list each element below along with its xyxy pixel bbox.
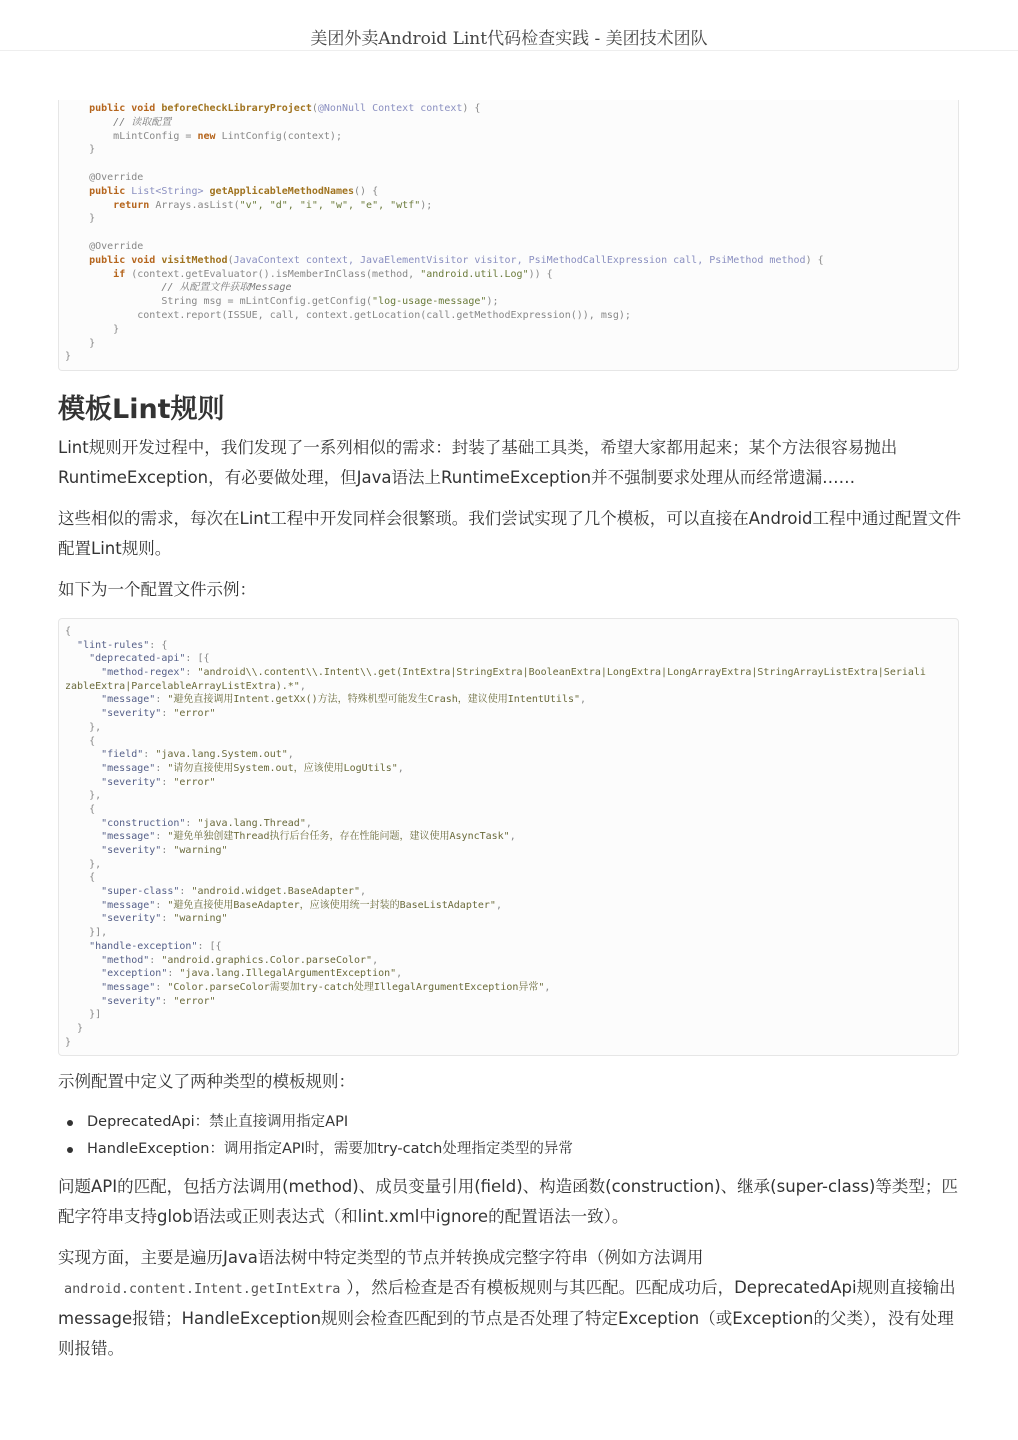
code-token: visitMethod — [161, 254, 228, 266]
code-token: new — [197, 130, 222, 142]
code-token: , — [544, 981, 551, 993]
code-line — [65, 803, 952, 817]
code-line — [65, 789, 952, 803]
code-token: "severity" — [101, 995, 162, 1007]
code-line — [65, 995, 952, 1009]
code-line — [65, 171, 952, 185]
code-token: public void — [89, 254, 162, 266]
code-line — [65, 693, 952, 707]
code-token: { — [89, 872, 96, 884]
code-token: : — [161, 913, 174, 925]
code-token: } — [65, 351, 72, 363]
code-line — [65, 350, 952, 364]
code-line — [65, 735, 952, 749]
code-token: "message" — [101, 899, 156, 911]
section-heading: 模板Lint规则 — [58, 394, 225, 425]
list-item: HandleException：调用指定API时，需要加try-catch处理指定类型的异常 — [58, 1136, 573, 1163]
code-token: "lint-rules" — [77, 639, 150, 651]
code-token: "避免单独创建Thread执行后台任务，存在性能问题，建议使用AsyncTask" — [167, 831, 510, 843]
code-token: () { — [354, 185, 379, 197]
code-token: : — [179, 886, 192, 898]
code-line — [65, 309, 952, 323]
code-token: }, — [89, 858, 102, 870]
code-line — [65, 762, 952, 776]
code-token: "java.lang.System.out" — [155, 749, 288, 761]
code-token: }, — [89, 790, 102, 802]
code-token: JavaContext context, JavaElementVisitor visitor, PsiMethodCallExpression call, PsiMethod method — [233, 254, 806, 266]
code-line — [65, 899, 952, 913]
code-token: } — [65, 1036, 72, 1048]
code-token: : — [143, 749, 156, 761]
code-token: List<String> — [131, 185, 210, 197]
code-token: : — [155, 694, 168, 706]
code-token: "field" — [101, 749, 144, 761]
code-line — [65, 116, 952, 130]
code-token: (context.getEvaluator().isMemberInClass(method, — [131, 268, 421, 280]
code-token: )) { — [528, 268, 553, 280]
code-line — [65, 226, 952, 240]
code-line — [65, 981, 952, 995]
code-token: "severity" — [101, 913, 162, 925]
code-line — [65, 817, 952, 831]
code-token: "java.lang.Thread" — [197, 817, 306, 829]
code-token: "warning" — [173, 845, 228, 856]
code-token: : — [161, 845, 174, 856]
code-token: "message" — [101, 762, 156, 774]
page-title: 美团外卖Android Lint代码检查实践 - 美团技术团队 — [310, 29, 708, 49]
code-token: "severity" — [101, 708, 162, 720]
code-line — [65, 748, 952, 762]
code-line — [65, 337, 952, 351]
code-token: "android.graphics.Color.parseColor" — [161, 954, 373, 966]
code-line — [65, 295, 952, 309]
code-token: "super-class" — [101, 886, 180, 898]
code-line — [65, 680, 952, 694]
code-line — [65, 1036, 952, 1050]
code-token: // 读取配置 — [113, 116, 172, 128]
code-line — [65, 639, 952, 653]
code-token: : — [161, 776, 174, 788]
code-token: : — [161, 995, 174, 1007]
paragraph-intro: Lint规则开发过程中，我们发现了一系列相似的需求：封装了基础工具类，希望大家都用起来；某个方法很容易抛出RuntimeException，有必要做处理，但Java语法上RuntimeException并不强制要求处理从而经常遗漏…… — [58, 438, 898, 487]
code-line — [65, 157, 952, 171]
code-token: @Override — [89, 171, 144, 183]
code-line — [65, 652, 952, 666]
code-line — [65, 830, 952, 844]
code-line — [65, 721, 952, 735]
code-token: } — [89, 213, 96, 225]
code-token: "android\\.content\\.Intent\\.get(IntExtra|StringExtra|BooleanExtra|LongExtra|LongArrayExtra|StringArrayListExtra|Seriali — [197, 667, 926, 679]
code-token: "warning" — [173, 913, 228, 925]
code-token: : { — [149, 639, 168, 651]
code-token: "method" — [101, 954, 150, 966]
code-token: "severity" — [101, 845, 162, 856]
code-token: : [{ — [185, 653, 210, 665]
code-line — [65, 625, 952, 639]
code-token: "error" — [173, 708, 216, 720]
code-token: zableExtra|ParcelableArrayListExtra).*" — [65, 680, 300, 692]
code-token: "请勿直接使用System.out，应该使用LogUtils" — [167, 762, 398, 774]
code-token: return — [113, 199, 156, 211]
code-block-json-config — [58, 618, 959, 1056]
code-token: } — [89, 144, 96, 156]
code-token: ); — [486, 296, 499, 308]
code-token: mLintConfig = — [113, 130, 198, 142]
code-token: , — [360, 886, 367, 898]
code-line — [65, 967, 952, 981]
paragraph-example-intro: 如下为一个配置文件示例： — [58, 580, 256, 599]
code-token: "error" — [173, 995, 216, 1007]
code-token: "v", "d", "i", "w", "e", "wtf" — [239, 199, 421, 211]
code-token: , — [580, 694, 587, 706]
code-token: ( — [311, 103, 318, 114]
code-token: @NonNull Context context — [317, 103, 463, 114]
code-token: "避免直接调用Intent.getXx()方法，特殊机型可能发生Crash，建议使用IntentUtils" — [167, 694, 581, 706]
code-token: LintConfig(context); — [221, 130, 342, 142]
code-token: beforeCheckLibraryProject — [161, 103, 312, 114]
code-token: : — [155, 831, 168, 843]
paragraph-api-matching: 问题API的匹配，包括方法调用(method)、成员变量引用(field)、构造函数(construction)、继承(super-class)等类型；匹配字符串支持glob语法或正则表达式（和lint.xml中ignore的配置语法一致）。 — [58, 1177, 958, 1226]
code-token: , — [396, 968, 403, 980]
code-token: "message" — [101, 831, 156, 843]
code-token: "java.lang.IllegalArgumentException" — [179, 968, 397, 980]
code-token: public — [89, 185, 132, 197]
code-token: "message" — [101, 694, 156, 706]
implementation-text-end: ），然后检查是否有模板规则与其匹配。匹配成功后，DeprecatedApi规则直接输出message报错；HandleException规则会检查匹配到的节点是否处理了特定Exception（或Exception的父类），没有处理则报错。 — [58, 1278, 956, 1358]
code-token: "method-regex" — [101, 667, 186, 679]
code-line — [65, 212, 952, 226]
code-token: : — [167, 968, 180, 980]
code-token: String msg = mLintConfig.getConfig( — [161, 296, 373, 308]
code-line — [65, 199, 952, 213]
code-token: }], — [89, 927, 108, 939]
code-line — [65, 143, 952, 157]
code-token: "避免直接使用BaseAdapter，应该使用统一封装的BaseListAdapter" — [167, 899, 496, 911]
code-token: { — [89, 803, 96, 815]
code-line — [65, 954, 952, 968]
code-line — [65, 926, 952, 940]
code-token: "log-usage-message" — [372, 296, 487, 308]
implementation-text-start: 实现方面，主要是遍历Java语法树中特定类型的节点并转换成完整字符串（例如方法调用 — [58, 1248, 704, 1267]
code-token: "exception" — [101, 968, 168, 980]
code-line — [65, 102, 952, 116]
code-line — [65, 185, 952, 199]
code-token: ); — [420, 199, 433, 211]
code-token: ) { — [462, 103, 481, 114]
code-token: ) { — [805, 254, 824, 266]
code-line — [65, 130, 952, 144]
code-line — [65, 1022, 952, 1036]
code-line — [65, 940, 952, 954]
code-line — [65, 268, 952, 282]
code-token: { — [65, 626, 72, 637]
code-line — [65, 666, 952, 680]
paragraph-templates: 这些相似的需求，每次在Lint工程中开发同样会很繁琐。我们尝试实现了几个模板，可以直接在Android工程中通过配置文件配置Lint规则。 — [58, 509, 961, 558]
code-token: , — [372, 954, 379, 966]
paragraph-implementation — [58, 1243, 963, 1364]
code-token: "android.widget.BaseAdapter" — [191, 886, 361, 898]
code-token: : — [149, 954, 162, 966]
code-token: }] — [89, 1009, 102, 1021]
code-token: "error" — [173, 776, 216, 788]
code-line — [65, 1008, 952, 1022]
paragraph-rule-types: 示例配置中定义了两种类型的模板规则： — [58, 1072, 355, 1091]
code-token: } — [89, 337, 96, 349]
code-token: : — [161, 708, 174, 720]
code-line — [65, 885, 952, 899]
code-token: "handle-exception" — [89, 940, 198, 952]
inline-code: android.content.Intent.getIntExtra — [64, 1281, 341, 1297]
code-token: , — [299, 680, 306, 692]
code-token: context.report(ISSUE, call, context.getLocation(call.getMethodExpression()), msg); — [137, 309, 631, 321]
code-token: } — [113, 323, 120, 335]
list-item: DeprecatedApi：禁止直接调用指定API — [58, 1109, 573, 1136]
code-token: "construction" — [101, 817, 186, 829]
code-token: @Override — [89, 240, 144, 252]
code-line — [65, 240, 952, 254]
code-token: : — [185, 667, 198, 679]
page-header — [0, 0, 1018, 51]
code-line — [65, 776, 952, 790]
code-token: : — [185, 817, 198, 829]
code-block-java — [58, 100, 959, 371]
code-token: // 从配置文件获取Message — [161, 282, 292, 294]
code-token: : — [155, 762, 168, 774]
code-line — [65, 323, 952, 337]
code-line — [65, 254, 952, 268]
code-token: , — [305, 817, 312, 829]
code-token: }, — [89, 721, 102, 733]
code-token: Arrays.asList( — [155, 199, 240, 211]
code-token: "Color.parseColor需要加try-catch处理IllegalArgumentException异常" — [167, 981, 545, 993]
code-line — [65, 844, 952, 858]
code-token: } — [77, 1022, 84, 1034]
code-line — [65, 871, 952, 885]
code-token: { — [89, 735, 96, 747]
code-token: "deprecated-api" — [89, 653, 186, 665]
code-token: public void — [89, 103, 162, 114]
code-token: "severity" — [101, 776, 162, 788]
rule-type-list — [58, 1109, 573, 1163]
code-token: if — [113, 268, 132, 280]
code-token: , — [397, 762, 404, 774]
code-token: : [{ — [197, 940, 222, 952]
code-token: , — [495, 899, 502, 911]
code-token: ( — [227, 254, 234, 266]
code-token: "message" — [101, 981, 156, 993]
code-token: , — [509, 831, 516, 843]
code-token: : — [155, 899, 168, 911]
code-line — [65, 912, 952, 926]
code-line — [65, 281, 952, 295]
code-token: : — [155, 981, 168, 993]
code-token: , — [287, 749, 294, 761]
code-token: "android.util.Log" — [420, 268, 529, 280]
code-token: getApplicableMethodNames — [209, 185, 355, 197]
code-line — [65, 707, 952, 721]
code-line — [65, 858, 952, 872]
